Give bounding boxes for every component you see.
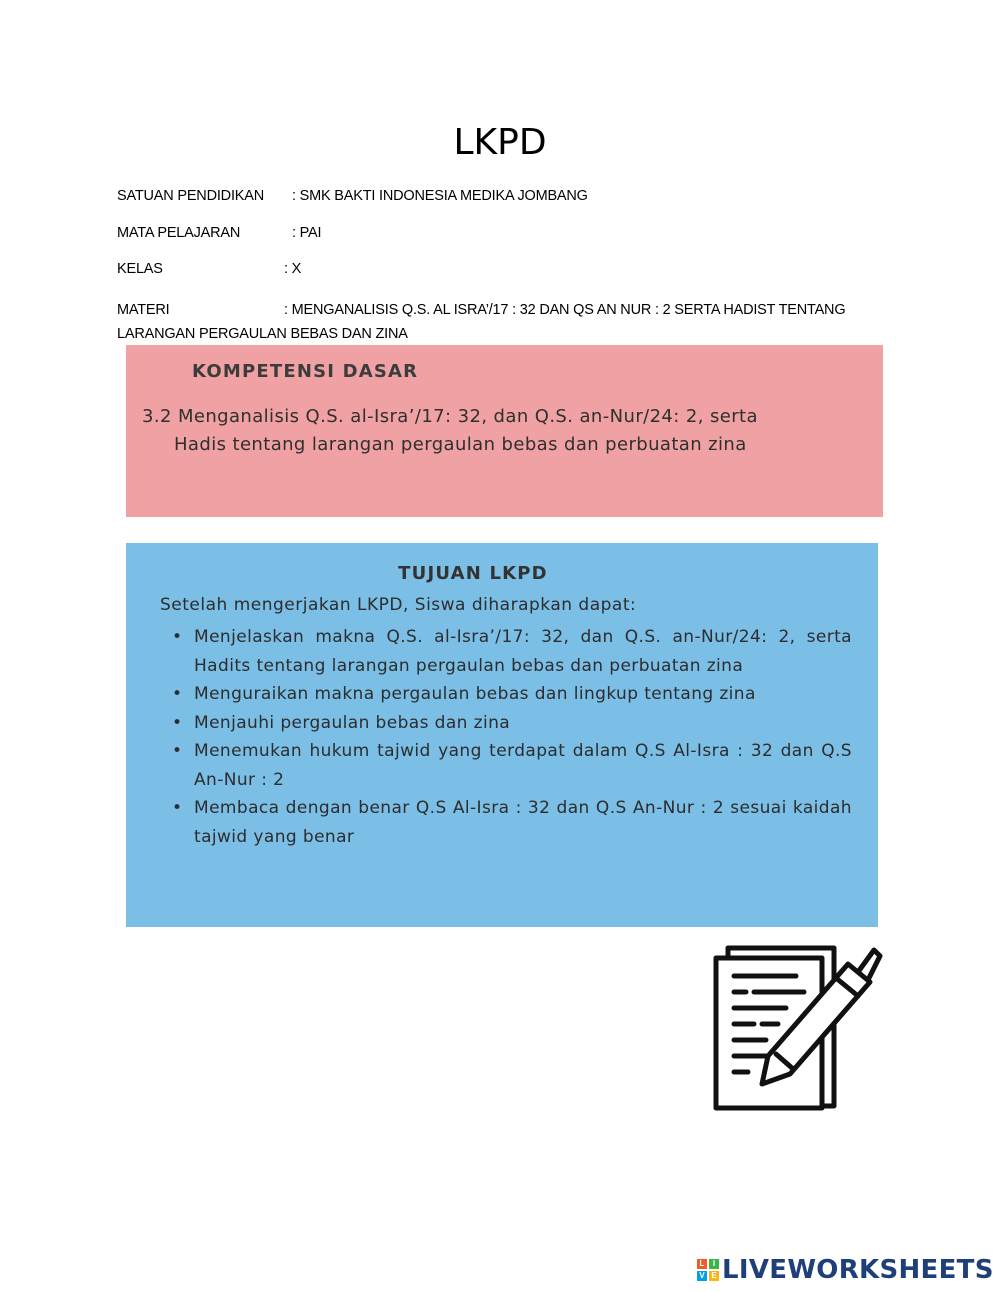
info-value: : SMK BAKTI INDONESIA MEDIKA JOMBANG	[292, 188, 588, 204]
bullet: •	[172, 684, 183, 704]
bullet: •	[172, 741, 183, 761]
info-label: KELAS	[117, 261, 163, 277]
kompetensi-heading: KOMPETENSI DASAR	[192, 361, 419, 382]
kompetensi-dasar-panel	[126, 345, 883, 517]
list-item-text: Menjauhi pergaulan bebas dan zina	[194, 712, 511, 733]
bullet: •	[172, 627, 183, 647]
list-item	[172, 623, 852, 680]
info-label: MATA PELAJARAN	[117, 225, 241, 241]
list-item	[172, 737, 852, 794]
kompetensi-line-2: Hadis tentang larangan pergaulan bebas dan perbuatan zina	[174, 434, 747, 455]
list-item-text: Menjelaskan makna Q.S. al-Isra’/17: 32, dan Q.S. an-Nur/24: 2, serta Hadits tentang larangan pergaulan bebas dan perbuatan zina	[194, 627, 852, 676]
list-item-text: Menguraikan makna pergaulan bebas dan lingkup tentang zina	[194, 684, 756, 704]
tujuan-list	[172, 623, 852, 851]
logo-tile: I	[709, 1259, 719, 1269]
list-item	[172, 794, 852, 851]
kompetensi-line-1: 3.2 Menganalisis Q.S. al-Isra’/17: 32, dan Q.S. an-Nur/24: 2, serta	[142, 406, 758, 427]
bullet: •	[172, 712, 183, 733]
list-item-text: Menemukan hukum tajwid yang terdapat dalam Q.S Al-Isra : 32 dan Q.S An-Nur : 2	[194, 741, 852, 790]
tujuan-intro: Setelah mengerjakan LKPD, Siswa diharapkan dapat:	[160, 595, 637, 615]
info-label: MATERI	[117, 302, 170, 318]
document-with-pen-icon	[708, 942, 884, 1114]
tujuan-panel	[126, 543, 878, 927]
list-item	[172, 680, 852, 709]
info-value: : MENGANALISIS Q.S. AL ISRA’/17 : 32 DAN QS AN NUR : 2 SERTA HADIST TENTANG LARANGAN PERGAULAN BEBAS DAN ZINA	[117, 302, 846, 342]
page-title: LKPD	[453, 122, 547, 163]
list-item	[172, 709, 852, 738]
logo-tile: V	[697, 1271, 707, 1281]
info-value: : X	[284, 261, 302, 277]
info-label: SATUAN PENDIDIKAN	[117, 188, 264, 204]
logo-tile: L	[697, 1259, 707, 1269]
kompetensi-text	[142, 403, 867, 459]
info-row-materi	[117, 298, 857, 346]
logo-wordmark: LIVEWORKSHEETS	[722, 1255, 994, 1285]
info-value: : PAI	[292, 225, 322, 241]
list-item-text: Membaca dengan benar Q.S Al-Isra : 32 dan Q.S An-Nur : 2 sesuai kaidah tajwid yang benar	[194, 798, 852, 847]
liveworksheets-logo	[697, 1255, 994, 1285]
logo-tile: E	[709, 1271, 719, 1281]
logo-tiles	[697, 1259, 719, 1281]
tujuan-heading: TUJUAN LKPD	[398, 563, 548, 584]
bullet: •	[172, 798, 183, 818]
